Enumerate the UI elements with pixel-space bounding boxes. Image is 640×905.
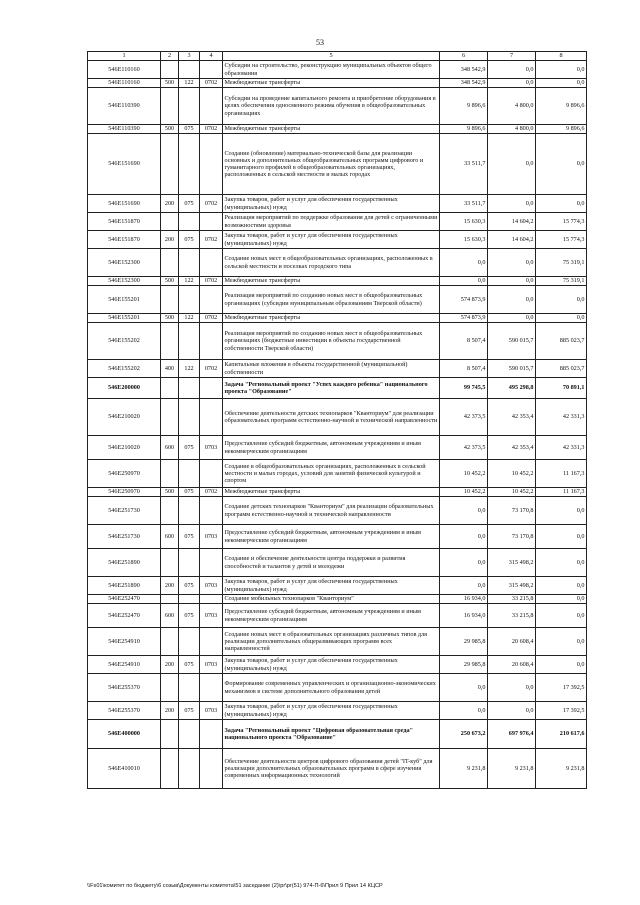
row-col4: 0702 bbox=[200, 79, 223, 88]
page-number: 53 bbox=[316, 38, 324, 47]
row-value-7: 4 800,0 bbox=[488, 88, 536, 125]
row-col3 bbox=[179, 286, 200, 314]
row-value-8: 0,0 bbox=[536, 314, 587, 323]
row-col2: 200 bbox=[161, 195, 179, 213]
row-col3 bbox=[179, 674, 200, 702]
row-value-7: 0,0 bbox=[488, 195, 536, 213]
row-name: Обеспечение деятельности центров цифрового образования детей "IT-куб" для реализации дополнительных образовательных программ в сфере изучения современных информационных технологий bbox=[223, 749, 440, 789]
row-value-8: 0,0 bbox=[536, 497, 587, 525]
table-row bbox=[88, 231, 587, 249]
row-value-8: 42 331,3 bbox=[536, 399, 587, 436]
row-name: Задача "Региональный проект "Успех каждого ребенка" национального проекта "Образование" bbox=[223, 378, 440, 399]
row-col4: 0702 bbox=[200, 125, 223, 134]
row-name: Межбюджетные трансферты bbox=[223, 79, 440, 88]
row-value-6: 8 507,4 bbox=[440, 360, 488, 378]
row-value-8: 0,0 bbox=[536, 195, 587, 213]
table-row bbox=[88, 61, 587, 79]
row-value-8: 0,0 bbox=[536, 134, 587, 195]
row-value-6: 16 934,0 bbox=[440, 595, 488, 604]
row-col2 bbox=[161, 549, 179, 577]
row-col2 bbox=[161, 378, 179, 399]
row-code: 546E250970 bbox=[88, 460, 161, 488]
row-value-7: 0,0 bbox=[488, 674, 536, 702]
row-code: 546E210020 bbox=[88, 436, 161, 460]
row-code: 546E255370 bbox=[88, 702, 161, 720]
row-name: Предоставление субсидий бюджетным, автономным учреждениям и иным некоммерческим организациям bbox=[223, 436, 440, 460]
row-col4: 0702 bbox=[200, 277, 223, 286]
row-value-7: 0,0 bbox=[488, 702, 536, 720]
table-row bbox=[88, 604, 587, 628]
row-col4: 0703 bbox=[200, 604, 223, 628]
row-value-6: 574 873,9 bbox=[440, 314, 488, 323]
row-value-8: 0,0 bbox=[536, 577, 587, 595]
row-value-7: 73 170,8 bbox=[488, 497, 536, 525]
row-code: 546E151870 bbox=[88, 231, 161, 249]
row-value-7: 33 215,8 bbox=[488, 604, 536, 628]
table-row bbox=[88, 749, 587, 789]
row-value-7: 0,0 bbox=[488, 61, 536, 79]
row-code: 546E251890 bbox=[88, 577, 161, 595]
row-value-8: 75 319,1 bbox=[536, 277, 587, 286]
row-value-6: 8 507,4 bbox=[440, 323, 488, 360]
row-col4 bbox=[200, 213, 223, 231]
row-col2 bbox=[161, 595, 179, 604]
budget-table bbox=[87, 51, 587, 789]
row-col2 bbox=[161, 134, 179, 195]
row-col3 bbox=[179, 88, 200, 125]
column-header: 2 bbox=[161, 52, 179, 61]
row-name: Капитальные вложения в объекты государственной (муниципальной) собственности bbox=[223, 360, 440, 378]
row-col2: 500 bbox=[161, 314, 179, 323]
row-col2 bbox=[161, 399, 179, 436]
row-value-6: 42 373,5 bbox=[440, 399, 488, 436]
row-value-7: 73 170,8 bbox=[488, 525, 536, 549]
row-value-6: 9 896,6 bbox=[440, 88, 488, 125]
row-col2 bbox=[161, 674, 179, 702]
table-row bbox=[88, 674, 587, 702]
row-col2 bbox=[161, 213, 179, 231]
row-col4: 0703 bbox=[200, 525, 223, 549]
row-value-6: 250 673,2 bbox=[440, 720, 488, 749]
row-name: Закупка товаров, работ и услуг для обеспечения государственных (муниципальных) нужд bbox=[223, 702, 440, 720]
row-col4 bbox=[200, 378, 223, 399]
table-row bbox=[88, 525, 587, 549]
row-value-8: 75 319,1 bbox=[536, 249, 587, 277]
column-header: 8 bbox=[536, 52, 587, 61]
row-value-6: 348 542,9 bbox=[440, 79, 488, 88]
row-col2: 200 bbox=[161, 702, 179, 720]
row-value-7: 315 498,2 bbox=[488, 577, 536, 595]
row-col3: 122 bbox=[179, 277, 200, 286]
row-col4 bbox=[200, 595, 223, 604]
row-col4: 0702 bbox=[200, 360, 223, 378]
row-col2: 200 bbox=[161, 577, 179, 595]
row-value-6: 0,0 bbox=[440, 577, 488, 595]
row-value-8: 210 617,6 bbox=[536, 720, 587, 749]
row-code: 546E152300 bbox=[88, 249, 161, 277]
row-value-8: 15 774,3 bbox=[536, 231, 587, 249]
row-col2: 500 bbox=[161, 488, 179, 497]
row-value-8: 17 392,5 bbox=[536, 674, 587, 702]
row-value-7: 0,0 bbox=[488, 277, 536, 286]
row-name: Создание (обновление) материально-технической базы для реализации основных и дополнительных общеобразовательных программ цифрового и гуманитарного профилей в общеобразовательных организациях, расположенных в сельской местности и малых городах bbox=[223, 134, 440, 195]
row-code: 546E254910 bbox=[88, 656, 161, 674]
row-value-6: 0,0 bbox=[440, 497, 488, 525]
row-name: Обеспечение деятельности детских технопарков "Кванториум" для реализации образовательных программ естественно-научной и технической направленности bbox=[223, 399, 440, 436]
table-row bbox=[88, 360, 587, 378]
row-col3 bbox=[179, 134, 200, 195]
row-value-7: 42 353,4 bbox=[488, 399, 536, 436]
row-col3: 122 bbox=[179, 360, 200, 378]
row-value-8: 0,0 bbox=[536, 595, 587, 604]
table-row bbox=[88, 286, 587, 314]
row-value-6: 0,0 bbox=[440, 525, 488, 549]
row-col2: 500 bbox=[161, 79, 179, 88]
row-col4 bbox=[200, 549, 223, 577]
row-col4 bbox=[200, 134, 223, 195]
row-value-8: 0,0 bbox=[536, 604, 587, 628]
row-name: Закупка товаров, работ и услуг для обеспечения государственных (муниципальных) нужд bbox=[223, 577, 440, 595]
row-value-6: 33 511,7 bbox=[440, 195, 488, 213]
row-code: 546E400000 bbox=[88, 720, 161, 749]
row-col3 bbox=[179, 323, 200, 360]
row-col2 bbox=[161, 720, 179, 749]
row-col3: 075 bbox=[179, 702, 200, 720]
row-value-8: 42 331,3 bbox=[536, 436, 587, 460]
row-name: Создание новых мест в общеобразовательных организациях, расположенных в сельской местности и поселках городского типа bbox=[223, 249, 440, 277]
row-value-7: 315 498,2 bbox=[488, 549, 536, 577]
row-code: 546E151690 bbox=[88, 195, 161, 213]
row-col3 bbox=[179, 378, 200, 399]
row-name: Межбюджетные трансферты bbox=[223, 125, 440, 134]
column-header: 4 bbox=[200, 52, 223, 61]
table-row bbox=[88, 460, 587, 488]
table-row bbox=[88, 436, 587, 460]
row-col2: 600 bbox=[161, 436, 179, 460]
table-row bbox=[88, 702, 587, 720]
row-name: Закупка товаров, работ и услуг для обеспечения государственных (муниципальных) нужд bbox=[223, 195, 440, 213]
row-code: 546E252470 bbox=[88, 604, 161, 628]
row-col3 bbox=[179, 595, 200, 604]
row-col2: 500 bbox=[161, 125, 179, 134]
row-col4 bbox=[200, 61, 223, 79]
row-name: Реализация мероприятий по созданию новых мест в общеобразовательных организациях (бюджетные инвестиции в объекты государственной собственности Тверской области) bbox=[223, 323, 440, 360]
row-value-6: 33 511,7 bbox=[440, 134, 488, 195]
row-col3: 122 bbox=[179, 79, 200, 88]
row-value-6: 0,0 bbox=[440, 674, 488, 702]
row-name: Задача "Региональный проект "Цифровая образовательная среда" национального проекта "Образование" bbox=[223, 720, 440, 749]
row-code: 546E254910 bbox=[88, 628, 161, 656]
row-value-7: 0,0 bbox=[488, 134, 536, 195]
table-row bbox=[88, 720, 587, 749]
row-col4 bbox=[200, 399, 223, 436]
row-value-6: 29 985,8 bbox=[440, 628, 488, 656]
row-value-8: 0,0 bbox=[536, 628, 587, 656]
row-col4: 0702 bbox=[200, 195, 223, 213]
row-col3: 075 bbox=[179, 656, 200, 674]
table-row bbox=[88, 277, 587, 286]
table-row bbox=[88, 488, 587, 497]
row-col4 bbox=[200, 286, 223, 314]
row-col4: 0702 bbox=[200, 314, 223, 323]
row-col3 bbox=[179, 249, 200, 277]
row-code: 546E151690 bbox=[88, 134, 161, 195]
table-body bbox=[88, 61, 587, 789]
row-value-6: 10 452,2 bbox=[440, 460, 488, 488]
row-name: Субсидии на проведение капитального ремонта и приобретение оборудования в целях обеспечения односменного режима обучения в общеобразовательных организациях bbox=[223, 88, 440, 125]
row-value-7: 697 976,4 bbox=[488, 720, 536, 749]
row-value-7: 590 015,7 bbox=[488, 323, 536, 360]
row-col3: 075 bbox=[179, 231, 200, 249]
row-code: 546E110390 bbox=[88, 88, 161, 125]
row-code: 546E155201 bbox=[88, 314, 161, 323]
table-row bbox=[88, 497, 587, 525]
row-col2: 200 bbox=[161, 231, 179, 249]
row-col4: 0703 bbox=[200, 656, 223, 674]
row-value-6: 0,0 bbox=[440, 702, 488, 720]
row-value-6: 9 896,6 bbox=[440, 125, 488, 134]
row-name: Закупка товаров, работ и услуг для обеспечения государственных (муниципальных) нужд bbox=[223, 656, 440, 674]
row-value-7: 590 015,7 bbox=[488, 360, 536, 378]
row-col4 bbox=[200, 249, 223, 277]
row-code: 546E155201 bbox=[88, 286, 161, 314]
row-value-7: 0,0 bbox=[488, 79, 536, 88]
row-value-7: 14 604,2 bbox=[488, 213, 536, 231]
row-value-8: 9 896,6 bbox=[536, 125, 587, 134]
row-col3: 075 bbox=[179, 604, 200, 628]
footer-path: \\Fs01\комитет по бюджету\6 созыв\Документы комитета\51 заседание (2)\pr\pr(51) 974-П-6\Прил 9 Прил 14 КЦСР bbox=[87, 883, 383, 889]
table-row bbox=[88, 549, 587, 577]
row-value-6: 348 542,9 bbox=[440, 61, 488, 79]
row-col2: 600 bbox=[161, 525, 179, 549]
row-col2 bbox=[161, 628, 179, 656]
row-col3 bbox=[179, 497, 200, 525]
row-col3: 075 bbox=[179, 436, 200, 460]
table-row bbox=[88, 577, 587, 595]
row-value-7: 0,0 bbox=[488, 249, 536, 277]
row-value-8: 0,0 bbox=[536, 549, 587, 577]
column-header: 3 bbox=[179, 52, 200, 61]
row-col3: 075 bbox=[179, 525, 200, 549]
row-value-6: 10 452,2 bbox=[440, 488, 488, 497]
row-value-7: 9 231,8 bbox=[488, 749, 536, 789]
table-row bbox=[88, 399, 587, 436]
row-col4: 0702 bbox=[200, 231, 223, 249]
row-col2 bbox=[161, 88, 179, 125]
row-value-6: 15 630,3 bbox=[440, 213, 488, 231]
table-row bbox=[88, 79, 587, 88]
row-value-8: 9 231,8 bbox=[536, 749, 587, 789]
row-col3 bbox=[179, 749, 200, 789]
row-value-8: 11 167,3 bbox=[536, 488, 587, 497]
column-header: 1 bbox=[88, 52, 161, 61]
row-col4 bbox=[200, 323, 223, 360]
row-col2: 200 bbox=[161, 656, 179, 674]
row-code: 546E251730 bbox=[88, 525, 161, 549]
row-col2 bbox=[161, 286, 179, 314]
row-code: 546E155202 bbox=[88, 323, 161, 360]
table-row bbox=[88, 195, 587, 213]
row-code: 546E152300 bbox=[88, 277, 161, 286]
table-row bbox=[88, 249, 587, 277]
row-code: 546E110160 bbox=[88, 61, 161, 79]
row-value-6: 574 873,9 bbox=[440, 286, 488, 314]
row-name: Предоставление субсидий бюджетным, автономным учреждениям и иным некоммерческим организациям bbox=[223, 604, 440, 628]
row-col4 bbox=[200, 497, 223, 525]
row-code: 546E151870 bbox=[88, 213, 161, 231]
row-col4 bbox=[200, 674, 223, 702]
column-numbers-row bbox=[88, 52, 587, 61]
row-code: 546E251730 bbox=[88, 497, 161, 525]
row-value-8: 885 023,7 bbox=[536, 360, 587, 378]
row-code: 546E255370 bbox=[88, 674, 161, 702]
row-col3: 075 bbox=[179, 577, 200, 595]
row-code: 546E210020 bbox=[88, 399, 161, 436]
row-code: 546E155202 bbox=[88, 360, 161, 378]
row-value-7: 495 298,8 bbox=[488, 378, 536, 399]
row-col4: 0703 bbox=[200, 436, 223, 460]
row-value-6: 29 985,8 bbox=[440, 656, 488, 674]
row-col3 bbox=[179, 61, 200, 79]
row-value-8: 11 167,3 bbox=[536, 460, 587, 488]
row-name: Создание и обеспечение деятельности центра поддержки и развития способностей и талантов у детей и молодежи bbox=[223, 549, 440, 577]
row-value-6: 0,0 bbox=[440, 549, 488, 577]
table-row bbox=[88, 125, 587, 134]
row-col3: 075 bbox=[179, 195, 200, 213]
row-col3: 075 bbox=[179, 488, 200, 497]
row-name: Реализация мероприятий по созданию новых мест в общеобразовательных организациях (субсидии муниципальным образованиям Тверской области) bbox=[223, 286, 440, 314]
column-header: 5 bbox=[223, 52, 440, 61]
row-code: 546E200000 bbox=[88, 378, 161, 399]
row-code: 546E252470 bbox=[88, 595, 161, 604]
row-value-8: 70 891,1 bbox=[536, 378, 587, 399]
row-col2: 400 bbox=[161, 360, 179, 378]
row-value-7: 0,0 bbox=[488, 314, 536, 323]
table-row bbox=[88, 595, 587, 604]
row-name: Субсидии на строительство, реконструкцию муниципальных объектов общего образования bbox=[223, 61, 440, 79]
row-name: Создание в общеобразовательных организациях, расположенных в сельской местности и малых городах, условий для занятий физической культурой и спортом bbox=[223, 460, 440, 488]
row-value-7: 4 800,0 bbox=[488, 125, 536, 134]
row-col4: 0703 bbox=[200, 702, 223, 720]
table-row bbox=[88, 378, 587, 399]
row-col3 bbox=[179, 399, 200, 436]
row-value-7: 10 452,2 bbox=[488, 488, 536, 497]
row-col2 bbox=[161, 61, 179, 79]
row-value-6: 0,0 bbox=[440, 249, 488, 277]
row-name: Создание новых мест в образовательных организациях различных типов для реализации дополнительных общеразвивающих программ всех направленностей bbox=[223, 628, 440, 656]
row-value-6: 16 934,0 bbox=[440, 604, 488, 628]
table-row bbox=[88, 314, 587, 323]
column-header: 7 bbox=[488, 52, 536, 61]
row-col3: 122 bbox=[179, 314, 200, 323]
table-row bbox=[88, 213, 587, 231]
row-col3 bbox=[179, 720, 200, 749]
row-code: 546E251890 bbox=[88, 549, 161, 577]
row-col2 bbox=[161, 497, 179, 525]
row-col2 bbox=[161, 749, 179, 789]
row-col4: 0702 bbox=[200, 488, 223, 497]
row-value-8: 0,0 bbox=[536, 79, 587, 88]
row-col3 bbox=[179, 460, 200, 488]
row-col2: 600 bbox=[161, 604, 179, 628]
row-name: Закупка товаров, работ и услуг для обеспечения государственных (муниципальных) нужд bbox=[223, 231, 440, 249]
row-value-8: 9 896,6 bbox=[536, 88, 587, 125]
row-value-8: 0,0 bbox=[536, 61, 587, 79]
row-name: Формирование современных управленческих и организационно-экономических механизмов в системе дополнительного образования детей bbox=[223, 674, 440, 702]
row-name: Создание мобильных технопарков "Кванториум" bbox=[223, 595, 440, 604]
row-col4 bbox=[200, 628, 223, 656]
row-col4 bbox=[200, 460, 223, 488]
row-col4 bbox=[200, 720, 223, 749]
row-col4 bbox=[200, 88, 223, 125]
row-col3 bbox=[179, 213, 200, 231]
row-name: Создание детских технопарков "Кванториум" для реализации образовательных программ естественно-научной и технической направленности bbox=[223, 497, 440, 525]
row-value-6: 9 231,8 bbox=[440, 749, 488, 789]
row-value-7: 33 215,8 bbox=[488, 595, 536, 604]
row-value-8: 0,0 bbox=[536, 656, 587, 674]
row-value-6: 0,0 bbox=[440, 277, 488, 286]
table-row bbox=[88, 656, 587, 674]
row-col2: 500 bbox=[161, 277, 179, 286]
row-value-7: 20 608,4 bbox=[488, 656, 536, 674]
row-name: Межбюджетные трансферты bbox=[223, 314, 440, 323]
row-value-8: 0,0 bbox=[536, 525, 587, 549]
row-value-6: 15 630,3 bbox=[440, 231, 488, 249]
row-value-8: 15 774,3 bbox=[536, 213, 587, 231]
row-col4 bbox=[200, 749, 223, 789]
row-code: 546E110390 bbox=[88, 125, 161, 134]
row-code: 546E250970 bbox=[88, 488, 161, 497]
row-col2 bbox=[161, 460, 179, 488]
row-name: Реализация мероприятий по поддержке образования для детей с ограниченными возможностями здоровья bbox=[223, 213, 440, 231]
row-value-7: 10 452,2 bbox=[488, 460, 536, 488]
table-row bbox=[88, 323, 587, 360]
row-value-8: 17 392,5 bbox=[536, 702, 587, 720]
row-col2 bbox=[161, 323, 179, 360]
row-name: Межбюджетные трансферты bbox=[223, 277, 440, 286]
row-value-7: 42 353,4 bbox=[488, 436, 536, 460]
row-code: 546E410010 bbox=[88, 749, 161, 789]
row-col3 bbox=[179, 549, 200, 577]
row-code: 546E110160 bbox=[88, 79, 161, 88]
row-name: Предоставление субсидий бюджетным, автономным учреждениям и иным некоммерческим организациям bbox=[223, 525, 440, 549]
row-value-8: 885 023,7 bbox=[536, 323, 587, 360]
table-row bbox=[88, 628, 587, 656]
row-col3: 075 bbox=[179, 125, 200, 134]
table-row bbox=[88, 88, 587, 125]
row-value-7: 20 608,4 bbox=[488, 628, 536, 656]
row-value-8: 0,0 bbox=[536, 286, 587, 314]
row-col2 bbox=[161, 249, 179, 277]
row-value-6: 42 373,5 bbox=[440, 436, 488, 460]
row-col4: 0703 bbox=[200, 577, 223, 595]
row-value-7: 14 604,2 bbox=[488, 231, 536, 249]
table-row bbox=[88, 134, 587, 195]
row-value-6: 99 745,5 bbox=[440, 378, 488, 399]
row-col3 bbox=[179, 628, 200, 656]
column-header: 6 bbox=[440, 52, 488, 61]
row-name: Межбюджетные трансферты bbox=[223, 488, 440, 497]
row-value-7: 0,0 bbox=[488, 286, 536, 314]
